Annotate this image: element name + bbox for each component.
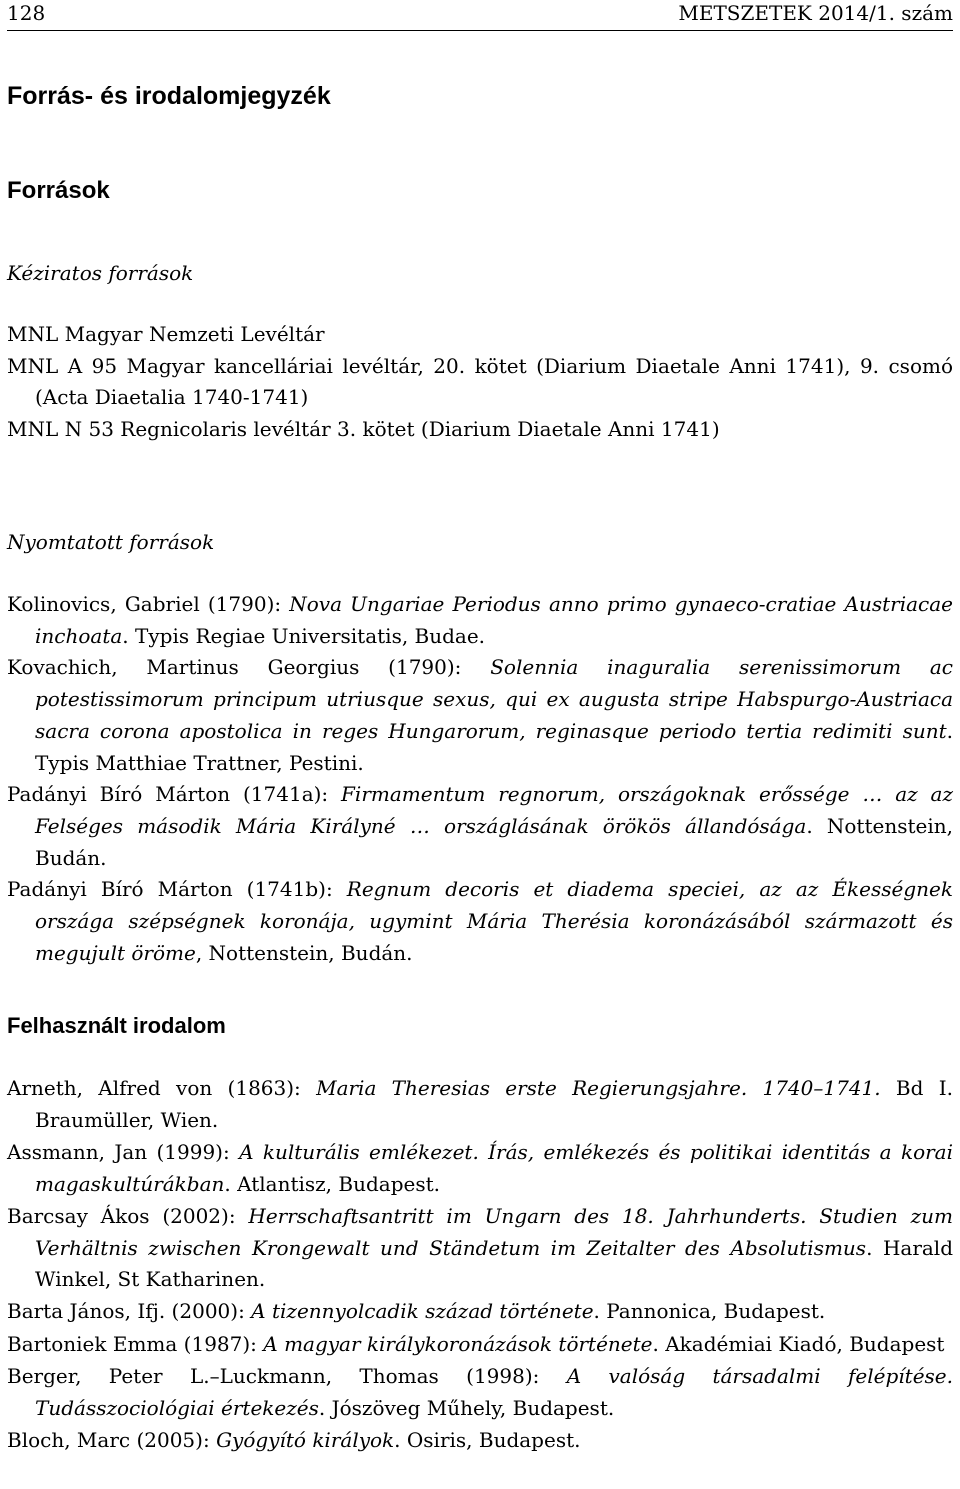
printed-sources-heading: Nyomtatott források [7,530,215,554]
literature-heading: Felhasznált irodalom [7,1013,226,1038]
printed-source-entry: Kovachich, Martinus Georgius (1790): Solennia inaguralia serenissimorum ac potestissimorum principum utriusque sexus, qui ex augusta stripe Habspurgo-Austriaca sacra corona apostolica in reges Hungarorum, reginasque periodo tertia redimiti sunt. Typis Matthiae Trattner, Pestini. [7,655,954,775]
manuscript-entry: MNL N 53 Regnicolaris levéltár 3. kötet (Diarium Diaetale Anni 1741) [7,417,720,442]
printed-source-entry: Kolinovics, Gabriel (1790): Nova Ungariae Periodus anno primo gynaeco-cratiae Austriacae inchoata. Typis Regiae Universitatis, Budae. [7,592,953,648]
manuscript-sources-list [7,319,953,446]
literature-entry: Berger, Peter L.–Luckmann, Thomas (1998): A valóság társadalmi felépítése. Tudásszociológiai értekezés. Jószöveg Műhely, Budapest. [7,1363,953,1420]
journal-title: METSZETEK 2014/1. szám [678,1,953,25]
manuscript-entry: MNL A 95 Magyar kancelláriai levéltár, 20. kötet (Diarium Diaetale Anni 1741), 9. csomó (Acta Diaetalia 1740-1741) [7,353,953,410]
printed-source-entry: Padányi Bíró Márton (1741b): Regnum decoris et diadema speciei, az az Ékességnek országa szépségnek koronája, ugymint Mária Therésia koronázásából származott és megujult öröme, Nottenstein, Budán. [7,877,953,965]
literature-entry: Barta János, Ifj. (2000): A tizennyolcadik század története. Pannonica, Budapest. [7,1299,826,1324]
literature-entry: Assmann, Jan (1999): A kulturális emlékezet. Írás, emlékezés és politikai identitás a korai magaskultúrákban. Atlantisz, Budapest. [7,1139,953,1196]
literature-entry: Arneth, Alfred von (1863): Maria Theresias erste Regierungsjahre. 1740–1741. Bd I. Braumüller, Wien. [7,1076,953,1132]
literature-entry: Bartoniek Emma (1987): A magyar királykoronázások története. Akadémiai Kiadó, Budapest [7,1331,945,1356]
printed-sources-list [7,589,953,969]
printed-source-entry: Padányi Bíró Márton (1741a): Firmamentum regnorum, országoknak erőssége … az az Felséges második Mária Királyné … országlásának örökös állandósága. Nottenstein, Budán. [7,782,954,870]
literature-entry: Bloch, Marc (2005): Gyógyító királyok. Osiris, Budapest. [7,1427,581,1452]
sources-heading: Források [7,177,110,204]
manuscript-sources-heading: Kéziratos források [7,261,194,285]
page-title: Forrás- és irodalomjegyzék [7,82,331,110]
manuscript-entry: MNL Magyar Nemzeti Levéltár [7,322,325,346]
literature-list [7,1073,953,1457]
running-header [7,0,953,31]
literature-entry: Barcsay Ákos (2002): Herrschaftsantritt im Ungarn des 18. Jahrhunderts. Studien zum Verhältnis zwischen Krongewalt und Ständetum im Zeitalter des Absolutismus. Harald Winkel, St Katharinen. [7,1203,954,1292]
page-number: 128 [7,1,46,25]
